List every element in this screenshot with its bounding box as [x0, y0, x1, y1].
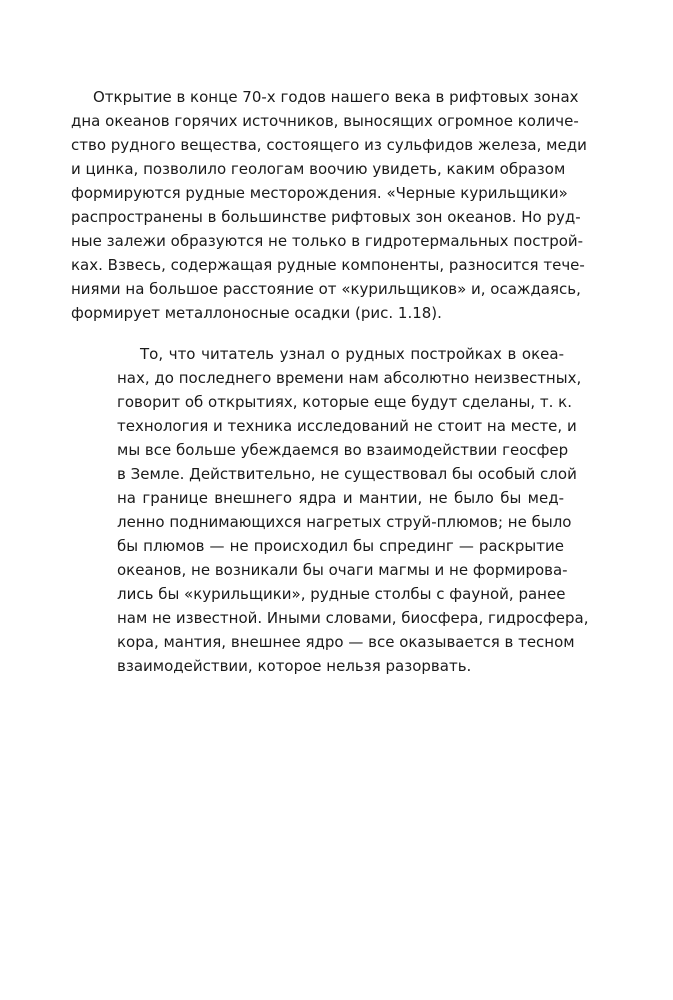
text-line-last: формирует металлоносные осадки (рис. 1.18). [71, 304, 442, 322]
text-line: океанов, не возникали бы очаги магмы и не формирова- [117, 561, 568, 579]
text-line: ные залежи образуются не только в гидротермальных построй- [71, 232, 584, 250]
text-line: Открытие в конце 70-х годов нашего века в рифтовых зонах [93, 88, 579, 106]
text-line: нам не известной. Иными словами, биосфера, гидросфера, [117, 609, 589, 627]
text-line: распространены в большинстве рифтовых зон океанов. Но руд- [71, 208, 581, 226]
text-line: ках. Взвесь, содержащая рудные компоненты, разносится тече- [71, 256, 585, 274]
text-line: в Земле. Действительно, не существовал бы особый слой [117, 465, 577, 483]
text-line: ниями на большое расстояние от «курильщиков» и, осаждаясь, [71, 280, 581, 298]
text-line: бы плюмов — не происходил бы спрединг — раскрытие [117, 537, 564, 555]
text-line: формируются рудные месторождения. «Черные курильщики» [71, 184, 568, 202]
text-line: ство рудного вещества, состоящего из сульфидов железа, меди [71, 136, 587, 154]
text-line: ленно поднимающихся нагретых струй-плюмов; не было [117, 513, 572, 531]
text-line: и цинка, позволило геологам воочию увидеть, каким образом [71, 160, 566, 178]
text-line-last: взаимодействии, которое нельзя разорвать. [117, 657, 472, 675]
text-line: дна океанов горячих источников, выносящих огромное количе- [71, 112, 579, 130]
text-line: нах, до последнего времени нам абсолютно неизвестных, [117, 369, 582, 387]
text-line: кора, мантия, внешнее ядро — все оказывается в тесном [117, 633, 575, 651]
text-line: технология и техника исследований не стоит на месте, и [117, 417, 577, 435]
text-line: мы все больше убеждаемся во взаимодействии геосфер [117, 441, 569, 459]
text-line: говорит об открытиях, которые еще будут сделаны, т. к. [117, 393, 572, 411]
text-line: То, что читатель узнал о рудных постройках в океа- [140, 345, 564, 363]
text-line: лись бы «курильщики», рудные столбы с фауной, ранее [117, 585, 566, 603]
text-line: на границе внешнего ядра и мантии, не было бы мед- [117, 489, 564, 507]
